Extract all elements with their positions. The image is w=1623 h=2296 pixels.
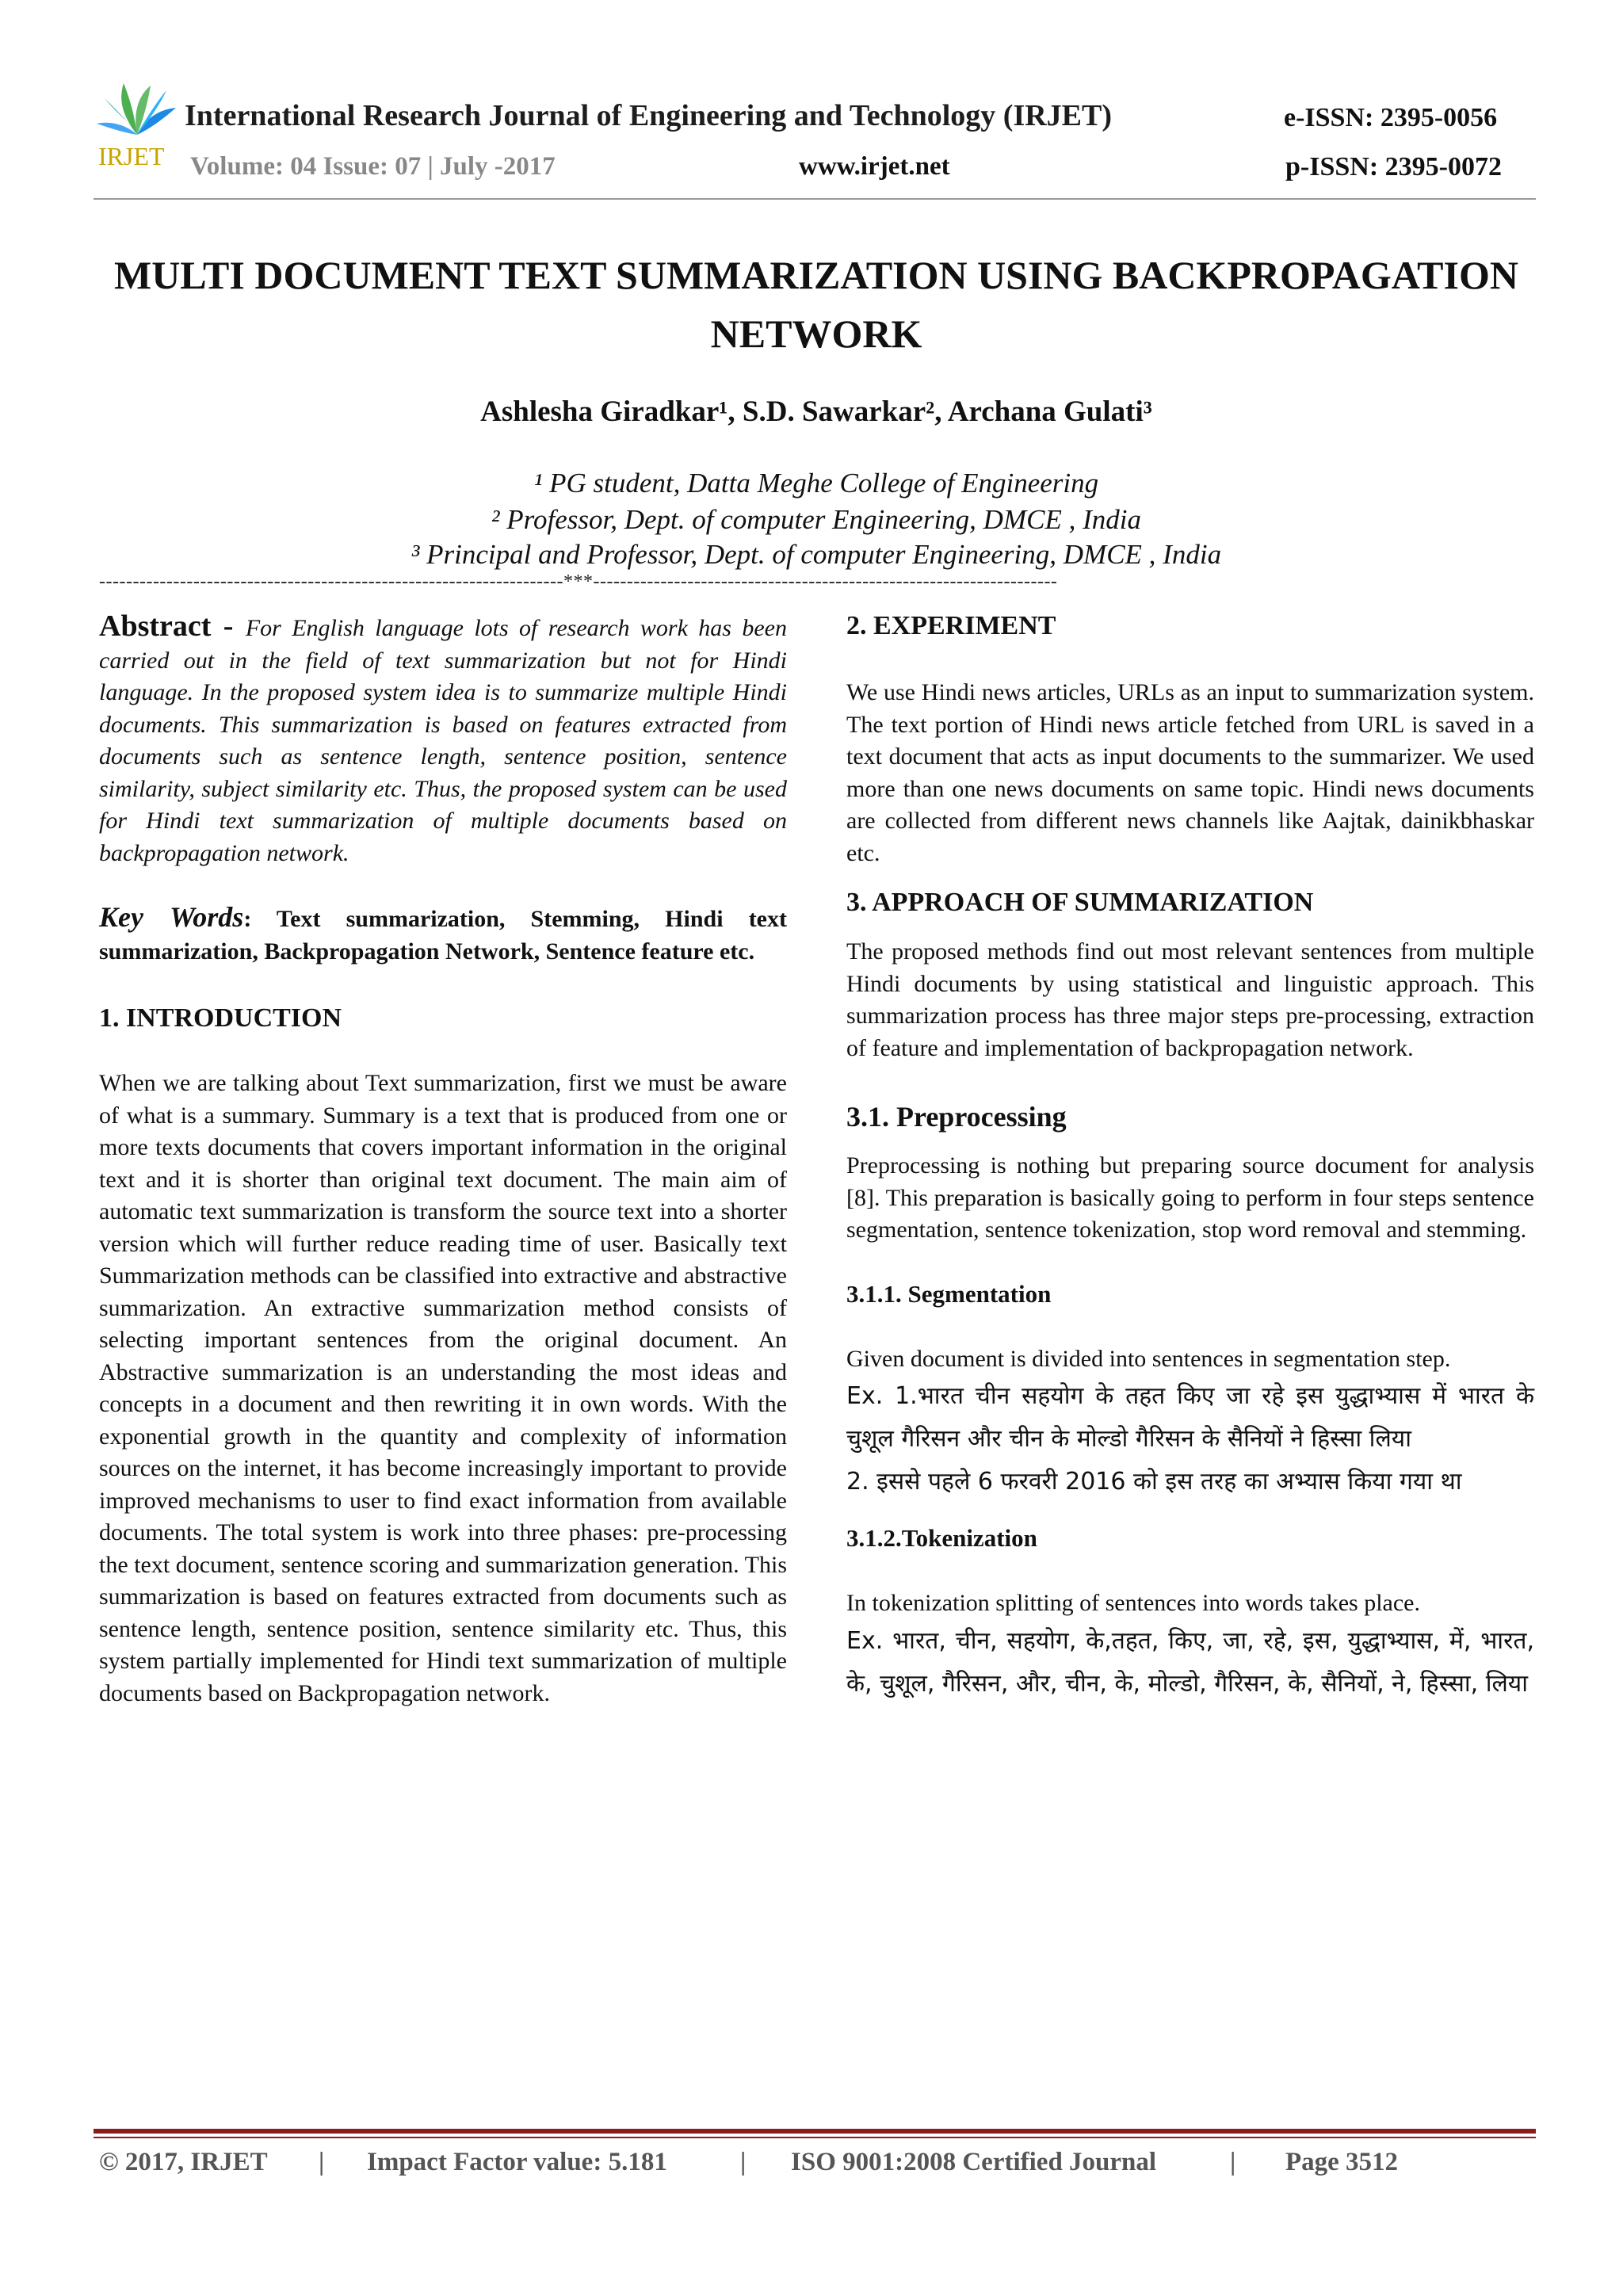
footer-rule — [94, 2137, 1536, 2138]
segmentation-example-2: 2. इससे पहले 6 फरवरी 2016 को इस तरह का अभ्यास किया गया था — [846, 1468, 1462, 1496]
approach-body: The proposed methods find out most relevant sentences from multiple Hindi documents by using statistical and linguistic approach. This summarization process has three major steps pre-processing, extraction of feature and implementation of backpropagation network. — [846, 938, 1534, 1061]
header-rule — [94, 198, 1536, 200]
paper-title — [79, 246, 1553, 363]
section-heading-segmentation: 3.1.1. Segmentation — [846, 1279, 1052, 1308]
logo-leaves-icon — [97, 83, 176, 135]
footer-separator-3: | — [1230, 2148, 1236, 2176]
keywords-heading: Key Words — [99, 901, 244, 933]
footer-separator-1: | — [319, 2148, 325, 2176]
affiliation-1: ¹ PG student, Datta Meghe College of Engineering — [533, 468, 1099, 499]
tokenization-body: In tokenization splitting of sentences into words takes place. — [846, 1590, 1420, 1616]
footer-separator-2: | — [740, 2148, 747, 2176]
section-heading-preprocessing: 3.1. Preprocessing — [846, 1101, 1067, 1133]
footer-bar — [94, 2129, 1536, 2134]
title-line-2: NETWORK — [710, 311, 922, 356]
section-divider: ---------------------------------------------------------------------***--------------------------------------------------------------------- — [99, 572, 1058, 591]
introduction-body: When we are talking about Text summarization, first we must be aware of what is a summary. Summary is a text that is produced from one or more texts documents that covers important information in the original text and it is shorter than original text document. The main aim of automatic text summarization is transform the source text into a shorter version which will further reduce reading time of user. Basically text Summarization methods can be classified into extractive and abstractive summarization. An extractive summarization method consists of selecting important sentences from the original document. An Abstractive summarization is an understanding the most ideas and concepts in a document and then rewriting it in own words. With the exponential growth in the quantity and complexity of information sources on the internet, it has become increasingly important to provide improved mechanisms to user to find exact information from available documents. The total system is work into three phases: pre-processing the text document, sentence scoring and summarization generation. This summarization is based on features extracted from documents such as sentence length, sentence position, sentence similarity etc. Thus, this system partially implemented for Hindi text summarization of multiple documents based on Backpropagation network. — [99, 1070, 787, 1706]
footer-page-number: Page 3512 — [1285, 2148, 1399, 2176]
affiliation-2: ² Professor, Dept. of computer Engineering, DMCE , India — [491, 504, 1141, 535]
irjet-logo — [94, 79, 181, 174]
section-heading-experiment: 2. EXPERIMENT — [846, 611, 1056, 640]
abstract-body: For English language lots of research work has been carried out in the field of text summarization but not for Hindi language. In the proposed system idea is to summarize multiple Hindi documents. This summarization is based on features extracted from documents such as sentence length, sentence position, sentence similarity, subject similarity etc. Thus, the proposed system can be used for Hindi text summarization of multiple documents based on backpropagation network. — [99, 615, 787, 866]
affiliation-3: ³ Principal and Professor, Dept. of computer Engineering, DMCE , India — [411, 539, 1222, 570]
abstract — [99, 610, 787, 869]
tokenization-example: Ex. भारत, चीन, सहयोग, के,तहत, किए, जा, रहे, इस, युद्धाभ्यास, में, भारत, के, चुशूल, गैरिसन, और, चीन, के, मोल्डो, गैरिसन, के, सैनियों, ने, हिस्सा, लिया — [846, 1626, 1534, 1698]
left-column — [99, 610, 787, 1710]
footer-iso: ISO 9001:2008 Certified Journal — [791, 2148, 1157, 2176]
preprocessing-body: Preprocessing is nothing but preparing source document for analysis [8]. This preparation is basically going to perform in four steps sentence segmentation, sentence tokenization, stop word removal and stemming. — [846, 1152, 1534, 1243]
e-issn: e-ISSN: 2395-0056 — [1284, 103, 1498, 132]
title-line-1: MULTI DOCUMENT TEXT SUMMARIZATION USING BACKPROPAGATION — [114, 253, 1518, 297]
right-column — [846, 610, 1534, 1706]
segmentation-body: Given document is divided into sentences in segmentation step. — [846, 1345, 1451, 1372]
authors: Ashlesha Giradkar¹, S.D. Sawarkar², Archana Gulati³ — [480, 395, 1152, 428]
logo-text: IRJET — [98, 142, 165, 170]
section-heading-approach: 3. APPROACH OF SUMMARIZATION — [846, 888, 1314, 917]
keywords-colon: : — [243, 906, 277, 932]
footer-copyright: © 2017, IRJET — [99, 2148, 268, 2176]
segmentation-example-1: Ex. 1.भारत चीन सहयोग के तहत किए जा रहे इस युद्धाभ्यास में भारत के चुशूल गैरिसन और चीन के मोल्डो गैरिसन के सैनियों ने हिस्सा लिया — [846, 1382, 1534, 1453]
abstract-heading: Abstract - — [99, 609, 246, 643]
footer-impact-factor: Impact Factor value: 5.181 — [367, 2148, 667, 2176]
section-heading-tokenization: 3.1.2.Tokenization — [846, 1524, 1037, 1552]
experiment-body: We use Hindi news articles, URLs as an input to summarization system. The text portion of Hindi news article fetched from URL is saved in a text document that acts as input documents to the summarizer. We used more than one news documents on same topic. Hindi news documents are collected from different news channels like Aajtak, dainikbhaskar etc. — [846, 679, 1534, 866]
journal-website[interactable]: www.irjet.net — [799, 152, 950, 181]
section-heading-introduction: 1. INTRODUCTION — [99, 1003, 342, 1033]
keywords-body: Text summarization, Stemming, Hindi text summarization, Backpropagation Network, Sentence feature etc. — [99, 906, 787, 965]
p-issn: p-ISSN: 2395-0072 — [1285, 152, 1502, 181]
keywords — [99, 901, 787, 968]
volume-issue: Volume: 04 Issue: 07 | July -2017 — [190, 152, 556, 181]
journal-name: International Research Journal of Engineering and Technology (IRJET) — [185, 99, 1113, 132]
